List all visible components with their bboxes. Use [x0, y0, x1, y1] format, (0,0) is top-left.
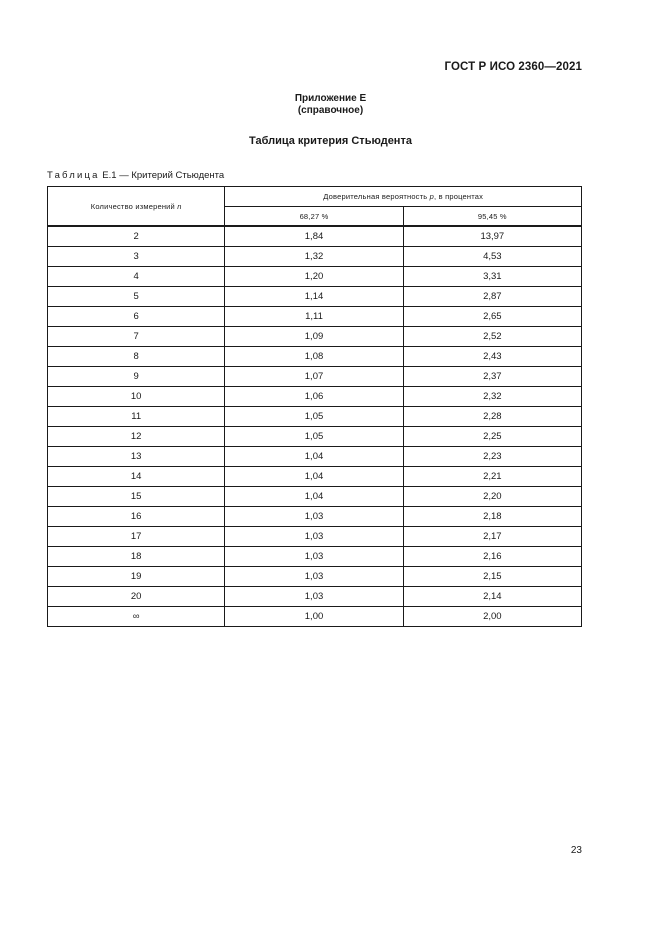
cell-68-percent: 1,06 — [225, 387, 403, 407]
cell-68-percent: 1,04 — [225, 467, 403, 487]
cell-measurement-count: 3 — [48, 247, 225, 267]
cell-measurement-count: 15 — [48, 487, 225, 507]
cell-95-percent: 2,20 — [403, 487, 581, 507]
table-row — [48, 327, 582, 347]
cell-68-percent: 1,08 — [225, 347, 403, 367]
header-68-percent: 68,27 % — [225, 207, 403, 227]
table-row — [48, 226, 582, 247]
table-row — [48, 547, 582, 567]
table-row — [48, 407, 582, 427]
cell-measurement-count: 12 — [48, 427, 225, 447]
table-row — [48, 367, 582, 387]
cell-measurement-count: 2 — [48, 226, 225, 247]
cell-95-percent: 2,16 — [403, 547, 581, 567]
cell-measurement-count: 20 — [48, 587, 225, 607]
cell-95-percent: 2,43 — [403, 347, 581, 367]
cell-measurement-count: 4 — [48, 267, 225, 287]
table-row — [48, 447, 582, 467]
cell-95-percent: 2,17 — [403, 527, 581, 547]
cell-68-percent: 1,03 — [225, 587, 403, 607]
cell-measurement-count: 16 — [48, 507, 225, 527]
table-row — [48, 467, 582, 487]
cell-68-percent: 1,14 — [225, 287, 403, 307]
table-row — [48, 487, 582, 507]
cell-68-percent: 1,03 — [225, 507, 403, 527]
cell-68-percent: 1,00 — [225, 607, 403, 627]
table-caption-text: Е.1 — Критерий Стьюдента — [99, 170, 225, 181]
table-row — [48, 527, 582, 547]
table-header-row — [48, 187, 582, 207]
cell-95-percent: 3,31 — [403, 267, 581, 287]
cell-95-percent: 4,53 — [403, 247, 581, 267]
cell-68-percent: 1,09 — [225, 327, 403, 347]
annex-heading — [0, 93, 661, 117]
cell-measurement-count: 6 — [48, 307, 225, 327]
cell-measurement-count: 18 — [48, 547, 225, 567]
cell-68-percent: 1,20 — [225, 267, 403, 287]
cell-68-percent: 1,04 — [225, 447, 403, 467]
table-row — [48, 247, 582, 267]
cell-68-percent: 1,11 — [225, 307, 403, 327]
header-measurement-count: Количество измерений n — [48, 187, 225, 227]
cell-68-percent: 1,03 — [225, 527, 403, 547]
table-row — [48, 387, 582, 407]
cell-95-percent: 2,25 — [403, 427, 581, 447]
cell-95-percent: 2,32 — [403, 387, 581, 407]
table-row — [48, 507, 582, 527]
table-body — [48, 226, 582, 627]
cell-measurement-count: 7 — [48, 327, 225, 347]
cell-measurement-count: 9 — [48, 367, 225, 387]
cell-measurement-count: ∞ — [48, 607, 225, 627]
cell-68-percent: 1,04 — [225, 487, 403, 507]
annex-title: Приложение Е — [294, 93, 367, 104]
cell-measurement-count: 14 — [48, 467, 225, 487]
cell-measurement-count: 10 — [48, 387, 225, 407]
cell-68-percent: 1,84 — [225, 226, 403, 247]
cell-measurement-count: 19 — [48, 567, 225, 587]
cell-95-percent: 2,37 — [403, 367, 581, 387]
cell-68-percent: 1,03 — [225, 567, 403, 587]
table-row — [48, 567, 582, 587]
student-criterion-table — [47, 186, 582, 627]
page-number: 23 — [570, 845, 582, 856]
cell-measurement-count: 17 — [48, 527, 225, 547]
table-row — [48, 267, 582, 287]
table-caption-word: Таблица — [47, 170, 100, 181]
table-row — [48, 287, 582, 307]
header-confidence-group: Доверительная вероятность p, в процентах — [225, 187, 582, 207]
cell-measurement-count: 5 — [48, 287, 225, 307]
cell-95-percent: 2,18 — [403, 507, 581, 527]
cell-95-percent: 2,15 — [403, 567, 581, 587]
section-title: Таблица критерия Стьюдента — [249, 135, 412, 147]
cell-95-percent: 2,28 — [403, 407, 581, 427]
table-row — [48, 427, 582, 447]
table-row — [48, 307, 582, 327]
cell-68-percent: 1,03 — [225, 547, 403, 567]
header-95-percent: 95,45 % — [403, 207, 581, 227]
cell-95-percent: 2,65 — [403, 307, 581, 327]
cell-68-percent: 1,32 — [225, 247, 403, 267]
document-id: ГОСТ Р ИСО 2360—2021 — [444, 61, 582, 73]
cell-95-percent: 2,23 — [403, 447, 581, 467]
cell-68-percent: 1,07 — [225, 367, 403, 387]
annex-subtitle: (справочное) — [297, 105, 364, 116]
cell-95-percent: 2,52 — [403, 327, 581, 347]
cell-95-percent: 2,87 — [403, 287, 581, 307]
cell-68-percent: 1,05 — [225, 427, 403, 447]
cell-measurement-count: 13 — [48, 447, 225, 467]
table-row — [48, 607, 582, 627]
table-row — [48, 587, 582, 607]
cell-68-percent: 1,05 — [225, 407, 403, 427]
cell-95-percent: 2,21 — [403, 467, 581, 487]
table-row — [48, 347, 582, 367]
cell-measurement-count: 8 — [48, 347, 225, 367]
cell-95-percent: 2,00 — [403, 607, 581, 627]
table-caption — [47, 170, 224, 181]
cell-95-percent: 2,14 — [403, 587, 581, 607]
cell-measurement-count: 11 — [48, 407, 225, 427]
cell-95-percent: 13,97 — [403, 226, 581, 247]
